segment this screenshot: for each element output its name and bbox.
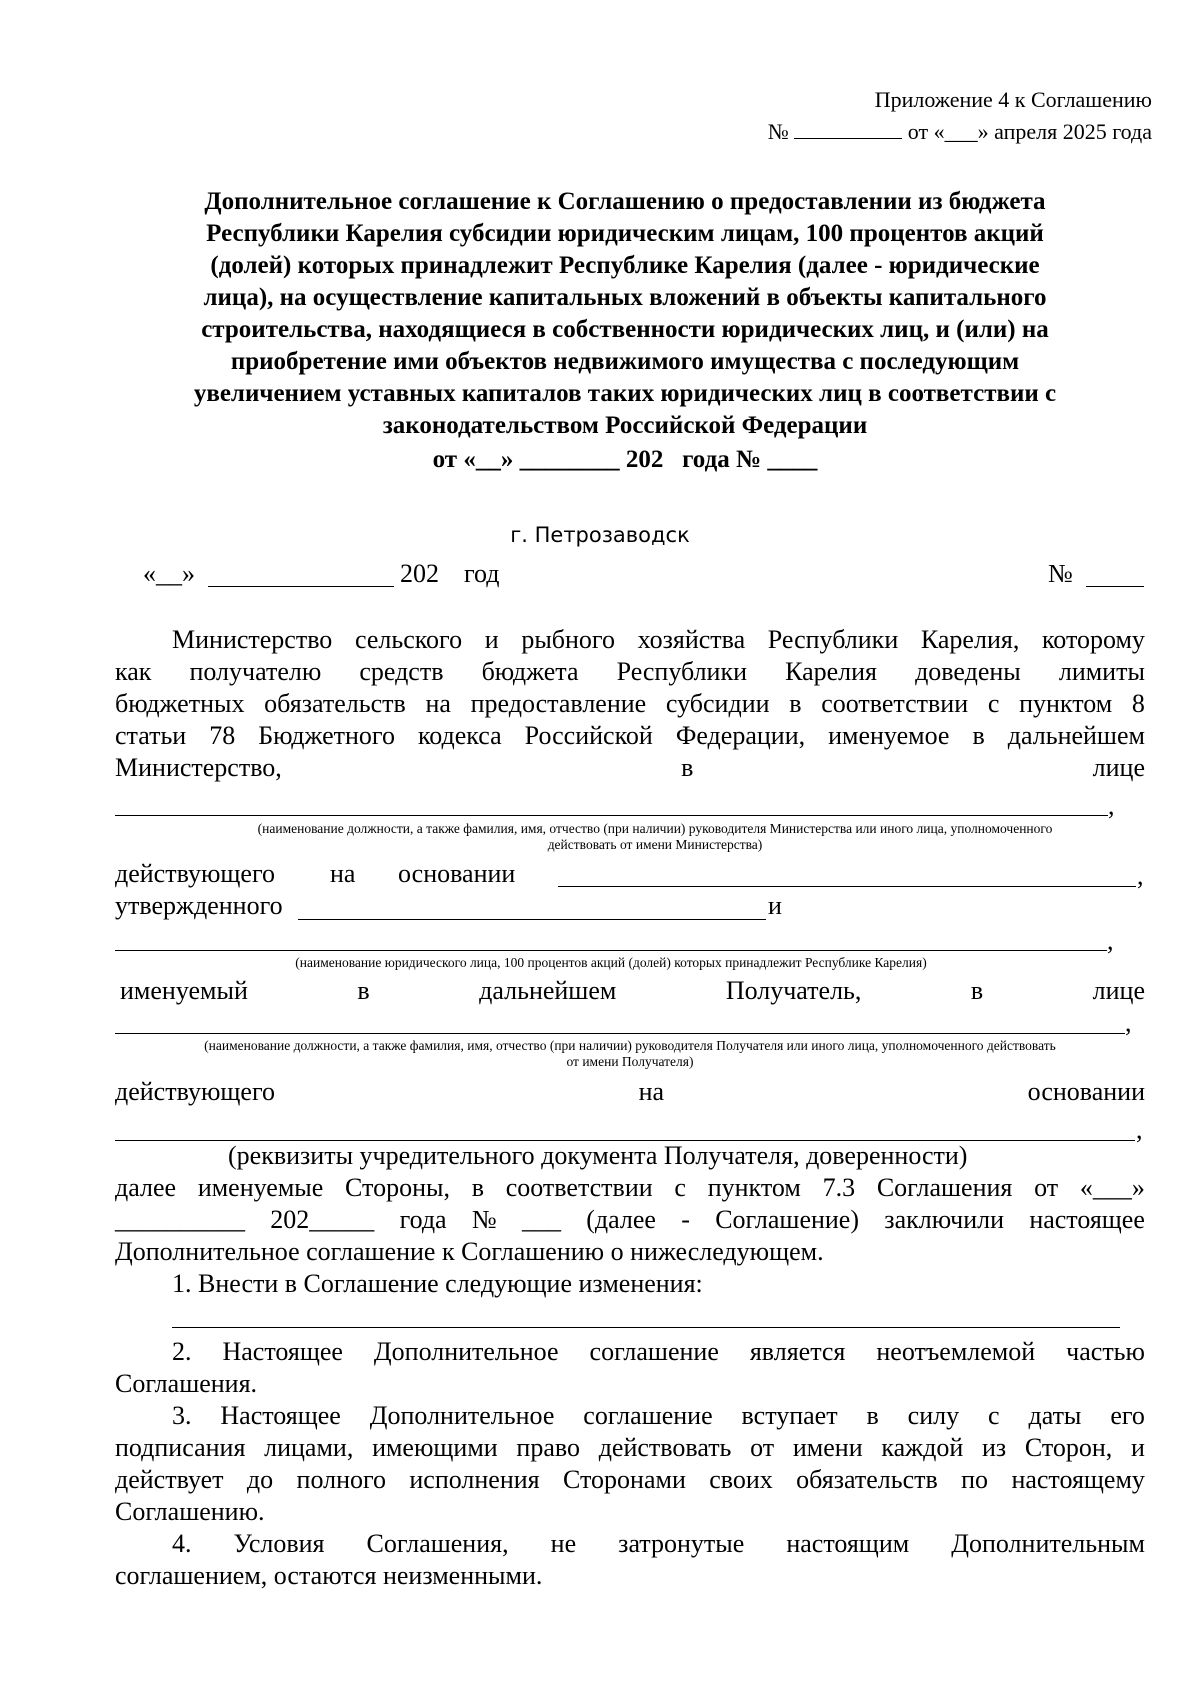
word-in: в <box>681 753 694 782</box>
recipient-rep-comma: , <box>1125 1008 1132 1037</box>
title-line-7: увеличением уставных капиталов таких юридических лиц в соответствии с <box>193 380 1057 407</box>
number-blank <box>794 120 902 139</box>
intro-3-word: на <box>425 689 451 718</box>
item4-1-word: Условия <box>233 1529 325 1558</box>
parties-2-word: года <box>399 1205 447 1234</box>
item3-2-word: и <box>1131 1433 1145 1462</box>
intro-1-word: рыбного <box>521 625 615 654</box>
parties-line-3: Дополнительное соглашение к Соглашению о нижеследующем. <box>115 1237 824 1266</box>
intro-4-word: в <box>972 721 985 750</box>
item3-3-word: настоящему <box>1011 1465 1145 1494</box>
item2-1-word: неотъемлемой <box>876 1337 1036 1366</box>
basis-word-1: действующего <box>115 859 275 888</box>
intro-2-word: Карелия <box>785 657 878 686</box>
date-year: 202 <box>400 559 439 588</box>
title-line-1: Дополнительное соглашение к Соглашению о предоставлении из бюджета <box>204 188 1046 215</box>
parties-2-word: (далее <box>586 1205 656 1234</box>
item3-1-word: соглашение <box>583 1401 713 1430</box>
intro-4-word: статьи <box>115 721 187 750</box>
named-word-6: лице <box>1092 976 1145 1005</box>
item3-1-word: силу <box>907 1401 960 1430</box>
parties-2-word: Соглашение) <box>715 1205 860 1234</box>
item3-2-word: действовать <box>598 1433 732 1462</box>
number-sign: № <box>767 119 789 144</box>
parties-1-word: пунктом <box>707 1173 801 1202</box>
item-3-line-1 <box>172 1400 1145 1432</box>
date-number-blank <box>1086 586 1144 587</box>
parties-1-word: 7.3 <box>822 1173 856 1202</box>
title-line-8: законодательством Российской Федерации <box>382 412 868 439</box>
parties-line-1 <box>115 1172 1145 1204</box>
ministry-rep-caption-2: действовать от имени Министерства) <box>547 837 763 852</box>
intro-2-word: средств <box>359 657 444 686</box>
item3-3-word: исполнения <box>409 1465 540 1494</box>
parties-line-2 <box>115 1204 1145 1236</box>
item2-1-word: Дополнительное <box>373 1337 559 1366</box>
intro-4-word: именуемое <box>828 721 950 750</box>
ministry-rep-blank <box>115 815 1108 816</box>
ministry-rep-caption-1: (наименование должности, а также фамилия, имя, отчество (при наличии) руководителя Министерства или иного лица, уполномоченного <box>257 821 1053 836</box>
item3-3-word: действует <box>115 1465 224 1494</box>
intro-2-word: получателю <box>189 657 322 686</box>
item4-1-word: 4. <box>172 1529 192 1558</box>
word-ministry: Министерство, <box>115 753 282 782</box>
intro-3-word: пунктом <box>1019 689 1113 718</box>
parties-1-word: с <box>674 1173 686 1202</box>
item3-2-word: от <box>750 1433 775 1462</box>
legal-entity-comma: , <box>1107 926 1114 955</box>
intro-3-word: в <box>789 689 802 718</box>
intro-line-3 <box>115 688 1145 720</box>
item-4-line-1 <box>172 1528 1145 1560</box>
named-row <box>120 975 1145 1007</box>
basis2-word-1: действующего <box>115 1077 275 1106</box>
item-1-blank <box>172 1327 1120 1328</box>
parties-1-word: от <box>1034 1173 1059 1202</box>
item3-1-word: его <box>1110 1401 1145 1430</box>
intro-4-word: кодекса <box>417 721 502 750</box>
item-1: 1. Внести в Соглашение следующие изменения: <box>172 1269 703 1298</box>
founding-doc-comma: , <box>1136 1115 1143 1144</box>
named-word-4: Получатель, <box>725 976 862 1005</box>
word-person: лице <box>1092 753 1145 782</box>
founding-doc-caption: (реквизиты учредительного документа Получателя, доверенности) <box>228 1141 968 1170</box>
basis-comma: , <box>1137 861 1144 890</box>
named-word-3: дальнейшем <box>479 976 617 1005</box>
approved-blank <box>298 919 766 920</box>
item3-2-word: лицами, <box>264 1433 354 1462</box>
intro-3-word: обязательств <box>264 689 406 718</box>
item3-1-word: 3. <box>172 1401 192 1430</box>
intro-3-word: 8 <box>1131 689 1145 718</box>
basis-row-2 <box>115 1076 1145 1108</box>
parties-1-word: соответствии <box>505 1173 653 1202</box>
approved-and: и <box>768 891 782 920</box>
title-number-label: года № <box>682 446 762 473</box>
item2-1-word: соглашение <box>589 1337 719 1366</box>
item4-1-word: не <box>550 1529 577 1558</box>
parties-2-word: ___ <box>521 1205 561 1234</box>
recipient-rep-caption-1: (наименование должности, а также фамилия, имя, отчество (при наличии) руководителя Получателя или иного лица, уполномоченного действовать <box>204 1038 1056 1053</box>
item3-1-word: с <box>988 1401 1000 1430</box>
title-line-5: строительства, находящиеся в собственности юридических лиц, и (или) на <box>201 316 1049 343</box>
basis-word-2: на <box>330 859 356 888</box>
item-3-line-2 <box>115 1432 1145 1464</box>
intro-3-word: бюджетных <box>115 689 245 718</box>
intro-line-1 <box>172 624 1145 656</box>
named-word-1: именуемый <box>120 976 248 1005</box>
title-date: от «__» ________ 202 <box>432 446 664 473</box>
date-quote: «__» <box>143 559 195 588</box>
item3-3-word: своих <box>709 1465 773 1494</box>
item3-3-word: Сторонами <box>563 1465 686 1494</box>
item2-1-word: частью <box>1066 1337 1145 1366</box>
intro-3-word: субсидии <box>665 689 770 718</box>
ministry-rep-comma: , <box>1108 791 1115 820</box>
item2-1-word: является <box>749 1337 846 1366</box>
intro-2-word: доведены <box>915 657 1021 686</box>
item3-2-word: из <box>981 1433 1007 1462</box>
item3-1-word: Дополнительное <box>369 1401 555 1430</box>
parties-1-word: именуемые <box>197 1173 324 1202</box>
legal-entity-caption: (наименование юридического лица, 100 процентов акций (долей) которых принадлежит Республике Карелия) <box>295 955 927 970</box>
intro-2-word: Республики <box>616 657 748 686</box>
item4-1-word: Дополнительным <box>951 1529 1145 1558</box>
recipient-rep-caption-2: от имени Получателя) <box>566 1054 694 1069</box>
parties-1-word: далее <box>115 1173 177 1202</box>
item3-2-word: подписания <box>115 1433 246 1462</box>
item3-3-word: обязательств <box>796 1465 938 1494</box>
intro-1-word: хозяйства <box>637 625 746 654</box>
item3-1-word: даты <box>1028 1401 1082 1430</box>
intro-1-word: Республики <box>767 625 899 654</box>
title-number-blank: ____ <box>767 446 818 473</box>
item-3-line-3 <box>115 1464 1145 1496</box>
appendix-number-date <box>768 117 1152 147</box>
title-line-4: лица), на осуществление капитальных вложений в объекты капитального <box>203 284 1047 311</box>
item3-2-word: каждой <box>881 1433 964 1462</box>
appendix-label: Приложение 4 к Соглашению <box>874 87 1152 112</box>
parties-1-word: Соглашения <box>876 1173 1013 1202</box>
intro-3-word: соответствии <box>821 689 969 718</box>
item3-2-word: право <box>516 1433 580 1462</box>
intro-2-word: как <box>115 657 152 686</box>
approved-label: утвержденного <box>115 891 283 920</box>
item4-1-word: Соглашения, <box>366 1529 509 1558</box>
intro-2-word: лимиты <box>1058 657 1145 686</box>
item3-2-word: имеющими <box>372 1433 498 1462</box>
item2-1-word: 2. <box>172 1337 192 1366</box>
item4-1-word: настоящим <box>786 1529 910 1558</box>
month-blank <box>208 586 394 587</box>
intro-4-word: Российской <box>524 721 653 750</box>
item-2-line-1 <box>172 1336 1145 1368</box>
item2-1-word: Настоящее <box>222 1337 343 1366</box>
recipient-rep-blank <box>115 1033 1125 1034</box>
item3-3-word: по <box>961 1465 989 1494</box>
item-4-line-2: соглашением, остаются неизменными. <box>115 1561 543 1590</box>
title-line-6: приобретение ими объектов недвижимого имущества с последующим <box>230 348 1020 375</box>
item3-3-word: полного <box>296 1465 387 1494</box>
item3-2-word: имени <box>792 1433 863 1462</box>
named-word-2: в <box>357 976 370 1005</box>
intro-4-word: Бюджетного <box>258 721 395 750</box>
basis-blank <box>558 886 1136 887</box>
item3-1-word: в <box>866 1401 879 1430</box>
parties-1-word: Стороны, <box>345 1173 450 1202</box>
item-2-line-2: Соглашения. <box>115 1369 258 1398</box>
parties-2-word: настоящее <box>1029 1205 1145 1234</box>
title-date-line <box>110 444 1140 476</box>
basis-word-3: основании <box>398 859 516 888</box>
intro-4-word: дальнейшем <box>1007 721 1145 750</box>
basis2-word-3: основании <box>1027 1077 1145 1106</box>
parties-2-word: __________ <box>115 1205 245 1234</box>
title-line-2: Республики Карелия субсидии юридическим лицам, 100 процентов акций <box>206 220 1044 247</box>
intro-2-word: бюджета <box>481 657 579 686</box>
legal-entity-blank <box>115 950 1107 951</box>
intro-line-2 <box>115 656 1145 688</box>
intro-1-word: Министерство <box>172 625 333 654</box>
place: г. Петрозаводск <box>510 523 690 547</box>
parties-2-word: заключили <box>884 1205 1005 1234</box>
item3-2-word: Сторон, <box>1024 1433 1113 1462</box>
named-word-5: в <box>970 976 984 1005</box>
parties-2-word: 202_____ <box>270 1205 375 1234</box>
parties-2-word: - <box>681 1205 690 1234</box>
appendix-date: от «___» апреля 2025 года <box>907 119 1152 144</box>
parties-1-word: «___» <box>1079 1173 1145 1202</box>
parties-1-word: в <box>471 1173 484 1202</box>
item3-3-word: до <box>246 1465 274 1494</box>
intro-1-word: сельского <box>354 625 463 654</box>
intro-1-word: и <box>484 625 499 654</box>
item3-1-word: Настоящее <box>220 1401 341 1430</box>
parties-2-word: № <box>471 1205 497 1234</box>
intro-3-word: с <box>987 689 1000 718</box>
date-year-word: год <box>464 559 500 588</box>
item4-1-word: затронутые <box>618 1529 745 1558</box>
intro-4-word: 78 <box>209 721 236 750</box>
date-number-label: № <box>1048 559 1073 588</box>
basis2-word-2: на <box>638 1077 665 1106</box>
title-line-3: (долей) которых принадлежит Республике Карелия (далее - юридические <box>210 252 1040 279</box>
intro-line-5 <box>115 752 1145 784</box>
intro-4-word: Федерации, <box>675 721 806 750</box>
intro-3-word: предоставление <box>470 689 647 718</box>
item3-1-word: вступает <box>741 1401 838 1430</box>
intro-1-word: которому <box>1041 625 1145 654</box>
intro-1-word: Карелия, <box>920 625 1020 654</box>
item-3-line-4: Соглашению. <box>115 1497 265 1526</box>
intro-line-4 <box>115 720 1145 752</box>
